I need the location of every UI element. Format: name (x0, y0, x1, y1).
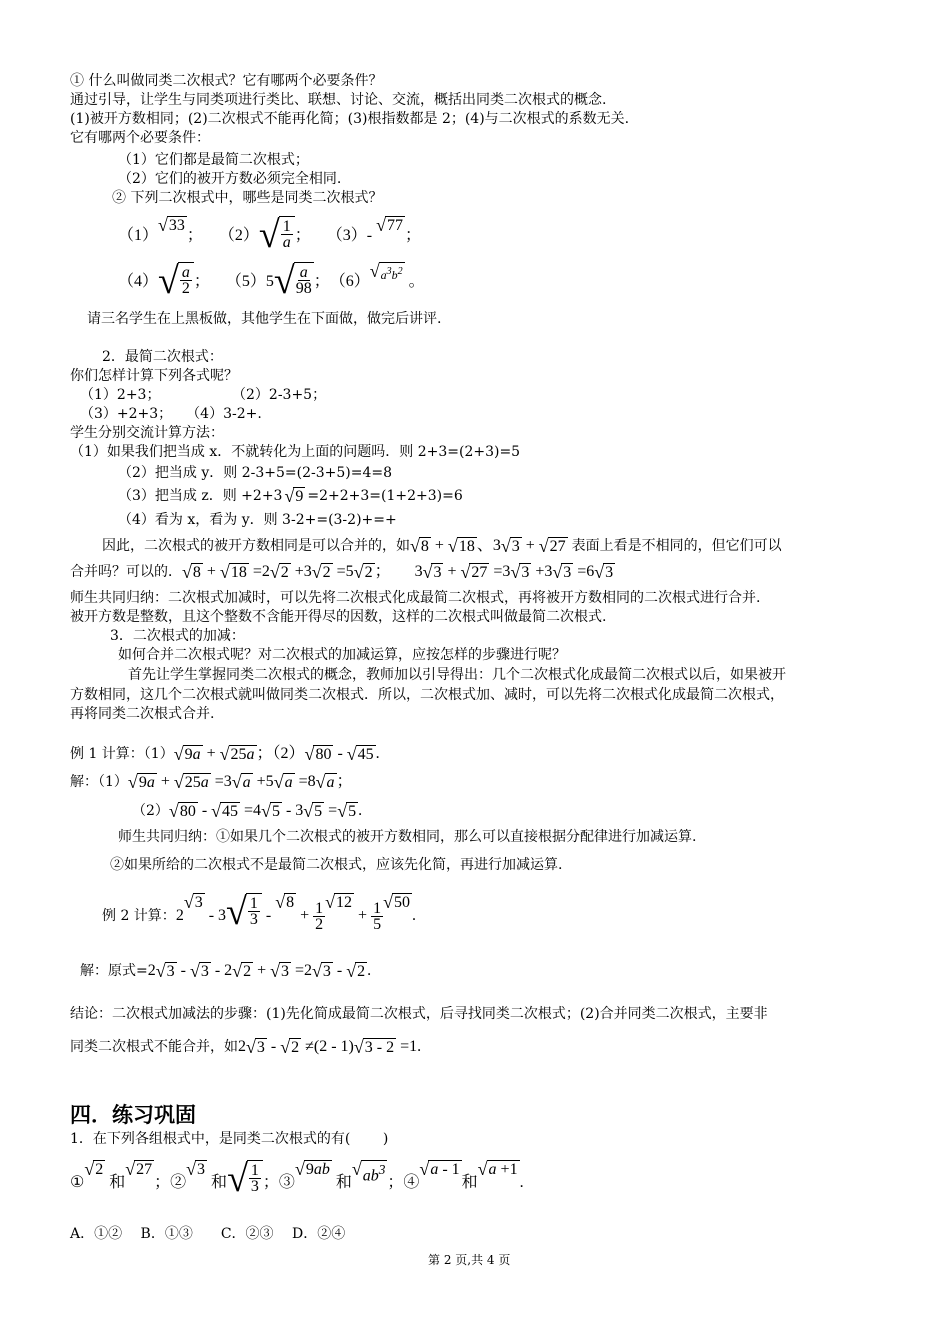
text-line: ② 下列二次根式中，哪些是同类二次根式？ (112, 190, 383, 206)
text-line: 同类二次根式不能合并，如2√3 - √2 ≠(2 - 1)√3 - 2 =1. (70, 1037, 422, 1058)
text-line: 首先让学生掌握同类二次根式的概念，教师加以引导得出：几个二次根式化成最简二次根式以后，如果被开 (128, 667, 786, 683)
solution-1: 解：（1）√9a + √25a =3√a +5√a =8√a ； (70, 772, 353, 793)
text-line: 2．最简二次根式： (102, 349, 223, 365)
text-line: 师生共同归纳：①如果几个二次根式的被开方数相同，那么可以直接根据分配律进行加减运算. (118, 829, 697, 845)
text-line: 解：原式= (80, 963, 148, 979)
text-line: （2）它们的被开方数必须完全相同. (118, 171, 342, 187)
section-title: 四．练习巩固 (70, 1103, 196, 1127)
text-line: 合并吗？可以的．√8 + √18 =2√2 +3√2 =5√2 ； 3√3 + √27 =3√3 +3√3 =6√3 (70, 562, 614, 583)
example-2: 例 2 计算：2√3 - 3√ $\frac{1}{3}$ - √8 + $\frac{1}{2}$ √12 + $\frac{1}{5}$ √50. (102, 891, 416, 934)
question-options: ①√2 和√27；②√3 和√ $\frac{1}{3}$ ；③√9ab 和$√ab^3$；④√a - 1和√a +1. (70, 1158, 524, 1201)
text-line: （3）把当成 z．则 +2+3 √9 =2+2+3=(1+2+3)=6 (118, 486, 463, 506)
text-line: （1）如果我们把当成 x．不就转化为上面的问题吗．则 2+3=(2+3)=5 (70, 444, 521, 460)
text-line: 3．二次根式的加减： (110, 628, 245, 644)
text-line: 例 2 计算： (102, 908, 176, 924)
text-line: 方数相同，这几个二次根式就叫做同类二次根式．所以，二次根式加、减时，可以先将二次根式化成最简二次根式， (70, 687, 784, 703)
text-line: 师生共同归纳：二次根式加减时，可以先将二次根式化成最简二次根式，再将被开方数相同的二次根式进行合并. (70, 590, 761, 606)
text-line: 被开方数是整数，且这个整数不含能开得尽的因数，这样的二次根式叫做最简二次根式. (70, 609, 607, 625)
answer-choices: A．①② B．①③ C．②③ D．②④ (70, 1226, 346, 1242)
text-line: 因此，二次根式的被开方数相同是可以合并的，如√8 + √18 、3√3 + √27 表面上看是不相同的，但它们可以 (102, 536, 782, 557)
text-line: 请三名学生在上黑板做，其他学生在下面做，做完后讲评. (87, 311, 442, 327)
text-line: 结论：二次根式加减法的步骤：(1)先化简成最简二次根式，后寻找同类二次根式；(2)合并同类二次根式，主要非 (70, 1006, 768, 1022)
text-line: 再将同类二次根式合并. (70, 706, 215, 722)
text-line: （1）2+3； (80, 387, 161, 403)
text-line: ②如果所给的二次根式不是最简二次根式，应该先化简，再进行加减运算. (110, 857, 563, 873)
text-line: （2） (132, 803, 169, 819)
text-line: 你们怎样计算下列各式呢？ (70, 368, 238, 384)
text-line: （1）它们都是最简二次根式； (118, 152, 309, 168)
text-line: 例 1 计算：（1） (70, 746, 174, 762)
text-line: （3）+2+3； （4）3-2+. (80, 406, 262, 422)
text-line: 如何合并二次根式呢？对二次根式的加减运算，应按怎样的步骤进行呢？ (118, 647, 566, 663)
text-line: =2+2+3=(1+2+3)=6 (307, 488, 463, 504)
text-line: 表面上看是不相同的，但它们可以 (571, 538, 782, 554)
text-line: ① 什么叫做同类二次根式？它有哪两个必要条件？ (70, 73, 383, 89)
text-line: （2）2-3+5； (232, 387, 327, 403)
text-line: 同类二次根式不能合并，如 (70, 1039, 238, 1055)
text-line: 1．在下列各组根式中，是同类二次根式的有( ) (70, 1131, 389, 1147)
text-line: 它有哪两个必要条件： (70, 130, 210, 146)
radical-list-row-2: （4）√ $\frac{a}{2}$ ； （5）5√ $\frac{a}{98}$ ； $(6)√a^3b^2$ 。 (118, 260, 425, 303)
example-1: 例 1 计算：（1）√9a + √25a ；（2）√80 - √45 . (70, 744, 380, 765)
text-line: （3）把当成 z．则 +2+3 (118, 488, 283, 504)
text-line: (1)被开方数相同；(2)二次根式不能再化简；(3)根指数都是 2；(4)与二次根式的系数无关. (70, 111, 630, 127)
text-line: 合并吗？可以的． (70, 564, 182, 580)
text-line: （4）看为 x，看为 y．则 3-2+=(3-2)+=+ (118, 512, 397, 528)
text-line: 因此，二次根式的被开方数相同是可以合并的，如 (102, 538, 410, 554)
solution-2: （2）√80 - √45 =4√5 - 3√5 =√5 . (132, 801, 363, 822)
text-line: （2）把当成 y．则 2-3+5=(2-3+5)=4=8 (118, 465, 393, 481)
text-line: 通过引导，让学生与同类项进行类比、联想、讨论、交流，概括出同类二次根式的概念. (70, 92, 607, 108)
text-line: 学生分别交流计算方法： (70, 425, 224, 441)
page-footer: 第 2 页,共 4 页 (428, 1253, 511, 1267)
radical-list-row-1: （1）√33； （2）√ $\frac{1}{a}$ ； （3）- √77； (118, 214, 422, 257)
text-line: 解：（1） (70, 774, 128, 790)
solution-3: 解：原式=2√3 - √3 - 2√2 + √3 =2√3 - √2 . (80, 961, 372, 982)
